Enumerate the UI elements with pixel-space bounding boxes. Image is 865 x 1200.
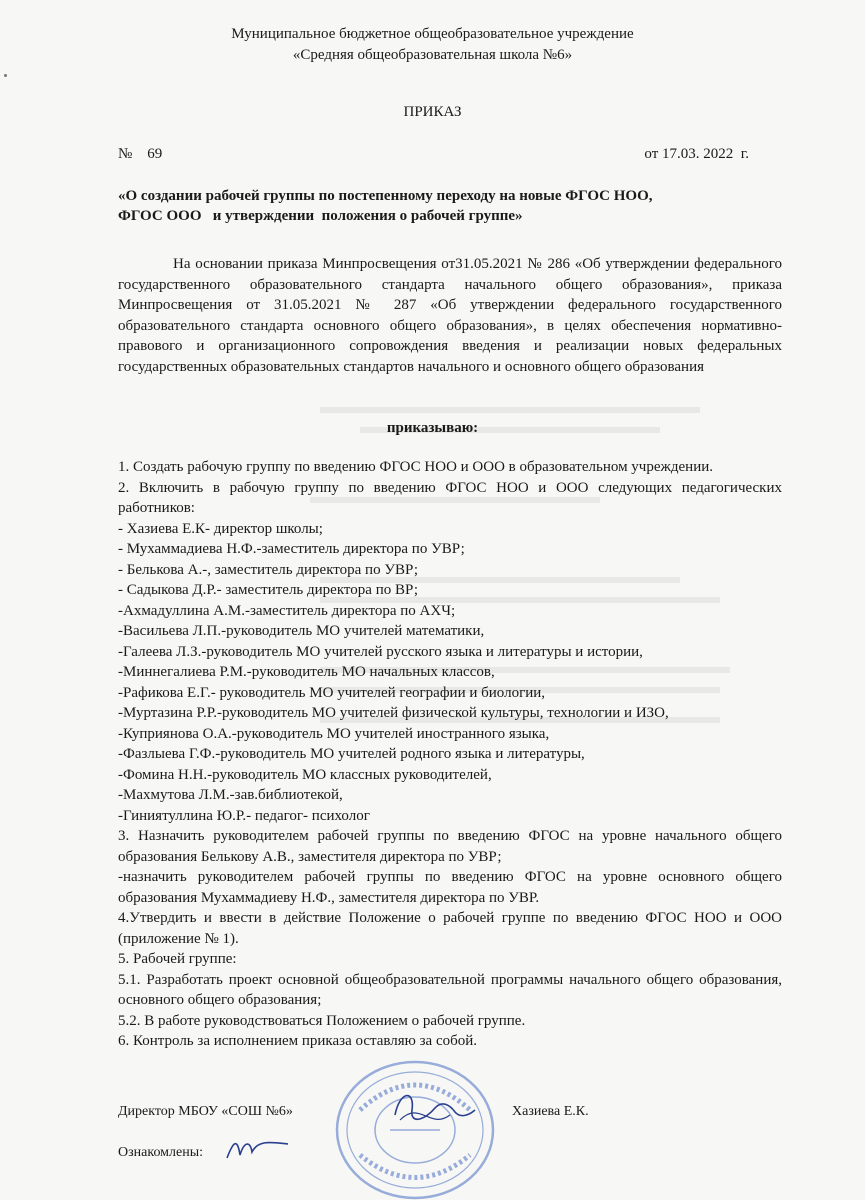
order-date: от 17.03. 2022 г. bbox=[644, 146, 749, 162]
list-item: 4.Утвердить и ввести в действие Положение о рабочей группе по введению ФГОС НОО и ООО (приложение № 1). bbox=[118, 910, 782, 947]
list-item: 1. Создать рабочую группу по введению ФГОС НОО и ООО в образовательном учреждении. bbox=[118, 459, 713, 475]
list-item: -Фазлыева Г.Ф.-руководитель МО учителей родного языка и литературы, bbox=[118, 746, 585, 762]
list-item: 3. Назначить руководителем рабочей группы по введению ФГОС на уровне начального общего образования Белькову А.В., заместителя директора по УВР; bbox=[118, 828, 782, 865]
order-number: № 69 bbox=[118, 146, 163, 162]
list-item: -Васильева Л.П.-руководитель МО учителей математики, bbox=[118, 623, 485, 639]
list-item: -Муртазина Р.Р.-руководитель МО учителей физической культуры, технологии и ИЗО, bbox=[118, 705, 669, 721]
order-title: ПРИКАЗ bbox=[403, 104, 462, 120]
scan-speck bbox=[4, 74, 7, 77]
order-subject bbox=[118, 186, 758, 226]
organization-line-2: «Средняя общеобразовательная школа №6» bbox=[292, 47, 573, 63]
acknowledged-label: Ознакомлены: bbox=[118, 1145, 204, 1160]
list-item: -Миннегалиева Р.М.-руководитель МО начальных классов, bbox=[118, 664, 495, 680]
list-item: 5. Рабочей группе: bbox=[118, 951, 237, 967]
director-position: Директор МБОУ «СОШ №6» bbox=[118, 1104, 293, 1119]
director-name: Хазиева Е.К. bbox=[512, 1104, 589, 1119]
list-item: -Галеева Л.З.-руководитель МО учителей русского языка и литературы и истории, bbox=[118, 643, 643, 660]
list-item: -Махмутова Л.М.-зав.библиотекой, bbox=[118, 787, 343, 803]
director-signature-icon bbox=[380, 1080, 480, 1140]
list-item: - Садыкова Д.Р.- заместитель директора по ВР; bbox=[118, 582, 419, 598]
list-item: -Куприянова О.А.-руководитель МО учителей иностранного языка, bbox=[118, 725, 550, 742]
subject-line-2: ФГОС ООО и утверждении положения о рабочей группе» bbox=[118, 208, 523, 224]
list-item: 5.2. В работе руководствоваться Положением о рабочей группе. bbox=[118, 1012, 526, 1029]
list-item: -Гиниятуллина Ю.Р.- педагог- психолог bbox=[118, 807, 370, 824]
decree-heading: приказываю: bbox=[386, 420, 479, 436]
list-item: -Ахмадуллина А.М.-заместитель директора по АХЧ; bbox=[118, 602, 456, 619]
list-item: 2. Включить в рабочую группу по введению ФГОС НОО и ООО следующих педагогических работников: bbox=[118, 479, 782, 516]
list-item: -Рафикова Е.Г.- руководитель МО учителей географии и биологии, bbox=[118, 684, 546, 701]
list-item: 6. Контроль за исполнением приказа оставляю за собой. bbox=[118, 1033, 478, 1049]
order-items-list bbox=[118, 457, 782, 1052]
preamble-paragraph: На основании приказа Минпросвещения от31.05.2021 № 286 «Об утверждении федерального государственного образовательного стандарта начального общего образования», приказа Минпросвещения от 31.05.2021 № 287 «Об утверждении федерального государственного образовательного стандарта основного общего образования», в целях обеспечения нормативно- правового и организационного сопровождения введения и реализации новых федеральных государственных образовательных стандартов начального и основного общего образования bbox=[118, 256, 782, 375]
list-item: -Фомина Н.Н.-руководитель МО классных руководителей, bbox=[118, 766, 492, 783]
acknowledgement-signature-icon bbox=[222, 1130, 292, 1165]
subject-line-1: «О создании рабочей группы по постепенному переходу на новые ФГОС НОО, bbox=[118, 188, 653, 204]
list-item: 5.1. Разработать проект основной общеобразовательной программы начального общего образования, основного общего образования; bbox=[118, 971, 782, 1008]
organization-line-1: Муниципальное бюджетное общеобразовательное учреждение bbox=[231, 26, 634, 42]
list-item: -назначить руководителем рабочей группы по введению ФГОС на уровне основного общего образования Мухаммадиеву Н.Ф., заместителя директора по УВР. bbox=[118, 869, 782, 906]
list-item: - Хазиева Е.К- директор школы; bbox=[118, 520, 323, 537]
list-item: - Белькова А.-, заместитель директора по УВР; bbox=[118, 561, 419, 578]
organization-header bbox=[0, 24, 865, 66]
list-item: - Мухаммадиева Н.Ф.-заместитель директора по УВР; bbox=[118, 541, 465, 557]
